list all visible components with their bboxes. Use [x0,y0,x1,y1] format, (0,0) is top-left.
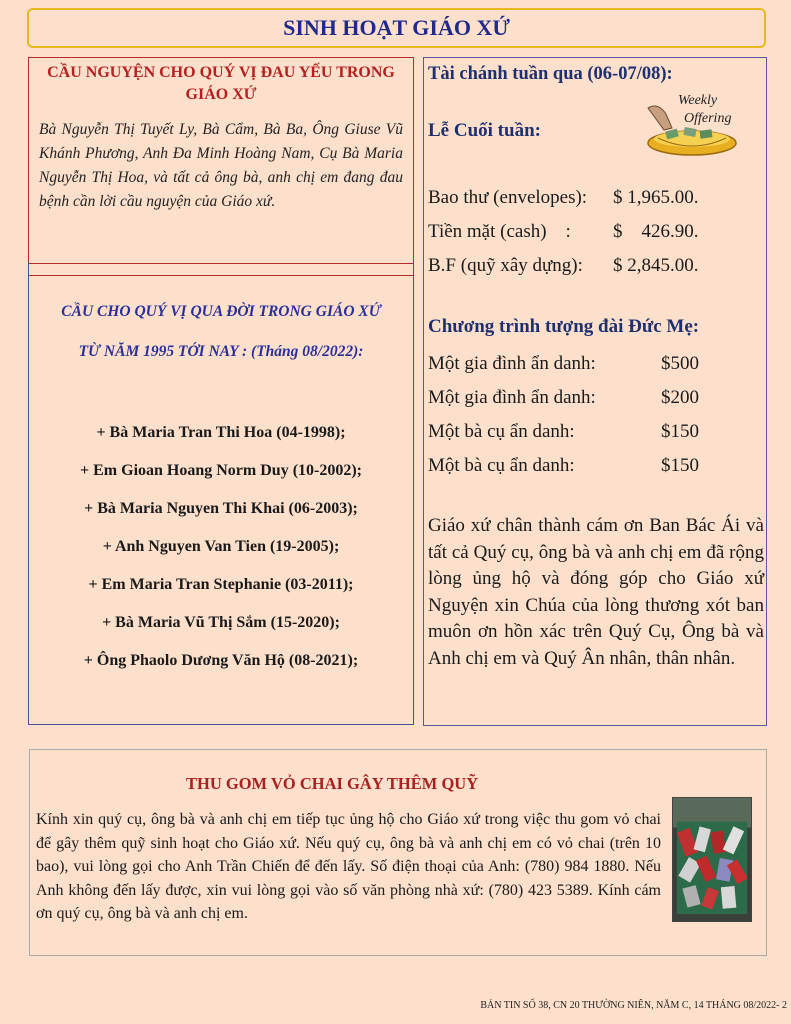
bottles-photo [672,797,752,922]
finance-row-label: Bao thư (envelopes): [428,187,588,208]
list-item: + Anh Nguyen Van Tien (19-2005); [102,538,340,555]
bottle-collection-box [29,749,767,956]
donor-amount: $200 [661,387,699,408]
prayer-sick-body: Bà Nguyễn Thị Tuyết Ly, Bà Cẩm, Bà Ba, Ông Giuse Vũ Khánh Phương, Anh Đa Minh Hoàng Nam, Cụ Bà Maria Nguyễn Thị Hoa, và tất cả ông bà, anh chị em đang đau bệnh cần lời cầu nguyện của Giáo xứ. [39,121,403,210]
donor-row [428,381,764,415]
finance-row [428,215,764,249]
deceased-title [29,292,413,372]
donor-amount: $150 [661,421,699,442]
bottle-collection-body: Kính xin quý cụ, ông bà và anh chị em tiếp tục ủng hộ cho Giáo xứ trong việc thu gom vỏ chai để gây thêm quỹ sinh hoạt cho Giáo xứ. Nếu quý cụ, ông bà và anh chị em có vỏ chai (trên 10 bao), vui lòng gọi cho Anh Trần Chiến để đến lấy. Số điện thoại của Anh: (780) 984 1880. Nếu Anh không đến lấy được, xin vui lòng gọi vào số văn phòng nhà xứ: (780) 423 5389. Kính cám ơn quý cụ, ông bà và anh chị em. [36,811,661,922]
page-title: SINH HOẠT GIÁO XỨ [27,8,766,48]
donor-amount: $150 [661,455,699,476]
weekly-offering-icon [644,88,744,163]
thanks-paragraph: Giáo xứ chân thành cám ơn Ban Bác Ái và tất cả Quý cụ, ông bà và anh chị em đã rộng lòng ủng hộ và đóng góp cho Giáo xứ Nguyện xin Chúa của lòng thương xót ban muôn ơn hồn xác trên Quý Cụ, Ông bà và Anh chị em và Quý Ân nhân, thân nhân. [428,515,764,669]
deceased-box [28,262,414,725]
finance-row [428,249,764,283]
donor-label: Một bà cụ ẩn danh: [428,421,575,442]
list-item: + Bà Maria Tran Thi Hoa (04-1998); [96,424,346,441]
list-item: + Ông Phaolo Dương Văn Hộ (08-2021); [83,652,359,669]
finance-row [428,181,764,215]
deceased-title-line2: TỪ NĂM 1995 TỚI NAY : (Tháng 08/2022): [78,343,364,360]
finance-rows [428,181,764,283]
donor-rows [428,347,764,483]
icon-text-offering: Offering [684,111,732,126]
finance-title: Tài chánh tuần qua (06-07/08): [428,64,673,84]
list-item: + Em Maria Tran Stephanie (03-2011); [88,576,354,593]
donor-label: Một gia đình ẩn danh: [428,353,596,374]
finance-box [423,57,767,726]
finance-row-label: Tiền mặt (cash) : [428,221,571,242]
finance-row-amount: $ 1,965.00. [613,187,699,208]
prayer-sick-box [28,57,414,276]
footer-text: BẢN TIN SỐ 38, CN 20 THƯỜNG NIÊN, NĂM C, 14 THÁNG 08/2022- 2 [480,1000,787,1011]
donor-row [428,347,764,381]
donor-amount: $500 [661,353,699,374]
deceased-list [29,414,413,680]
deceased-title-line1: CẦU CHO QUÝ VỊ QUA ĐỜI TRONG GIÁO XỨ [61,303,381,320]
list-item: + Bà Maria Nguyen Thi Khai (06-2003); [84,500,358,517]
weekend-label: Lễ Cuối tuần: [428,120,541,141]
list-item: + Bà Maria Vũ Thị Sắm (15-2020); [102,614,340,631]
prayer-sick-title: CẦU NGUYỆN CHO QUÝ VỊ ĐAU YẾU TRONG GIÁO XỨ [47,64,395,103]
finance-row-amount: $ 426.90. [613,221,699,242]
bottle-collection-title: THU GOM VỎ CHAI GÂY THÊM QUỸ [186,774,479,793]
donor-row [428,449,764,483]
statue-program-title: Chương trình tượng đài Đức Mẹ: [428,316,700,337]
finance-row-label: B.F (quỹ xây dựng): [428,255,583,276]
donor-label: Một gia đình ẩn danh: [428,387,596,408]
donor-row [428,415,764,449]
icon-text-weekly: Weekly [678,93,718,108]
finance-row-amount: $ 2,845.00. [613,255,699,276]
list-item: + Em Gioan Hoang Norm Duy (10-2002); [80,462,362,479]
donor-label: Một bà cụ ẩn danh: [428,455,575,476]
